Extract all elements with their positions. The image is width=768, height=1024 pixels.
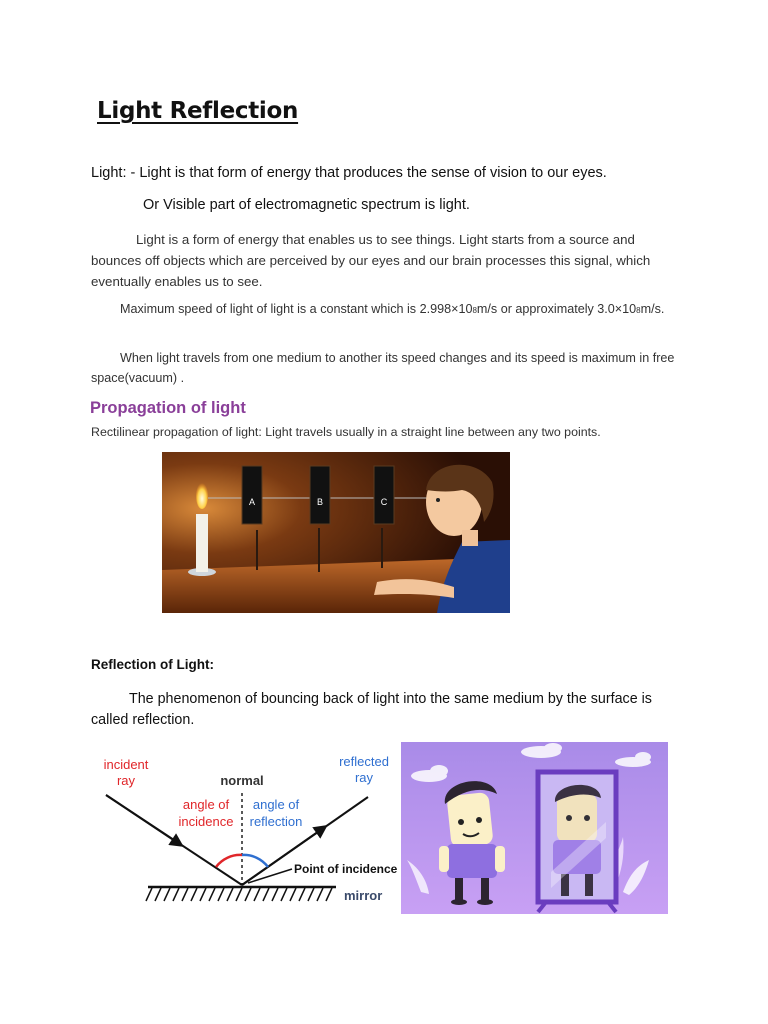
angle-incidence-label-2: incidence [178, 814, 234, 829]
speed-paragraph [91, 299, 681, 321]
reflected-label-1: reflected [339, 754, 389, 769]
incident-label-2: ray [116, 773, 136, 788]
candle-flame [196, 483, 208, 509]
angle-incidence-label-1: angle of [182, 797, 230, 812]
angle-reflection-label-2: reflection [249, 814, 303, 829]
reflection-text: The phenomenon of bouncing back of light into the same medium by the surface is called reflection. [91, 691, 652, 728]
angle-reflection-label-1: angle of [252, 797, 300, 812]
screen-label-c: C [380, 497, 388, 507]
speed-exponent-2: 8 [636, 306, 641, 315]
definition-paragraph: Light: - Light is that form of energy that produces the sense of vision to our eyes. [91, 165, 607, 181]
reflection-diagram [98, 745, 398, 910]
mirror-hatching [146, 888, 332, 901]
candle [196, 514, 208, 572]
mirror-reflection-illustration [401, 742, 668, 914]
incidence-arc [216, 855, 242, 867]
reflection-heading: Reflection of Light: [91, 657, 214, 672]
screen-label-b: B [316, 497, 324, 507]
mirror-label: mirror [344, 888, 383, 903]
speed-text-post: m/s. [640, 302, 665, 316]
incident-label-1: incident [103, 757, 149, 772]
screen-label-a: A [248, 497, 256, 507]
speed-text-pre: Maximum speed of light of light is a constant which is 2.998×10 [120, 302, 473, 316]
point-of-incidence-label: Point of incidence [294, 862, 398, 876]
page-title: Light Reflection [97, 98, 299, 124]
description-paragraph: Light is a form of energy that enables us to see things. Light starts from a source and bounces off objects which are perceived by our eyes and our brain processes this signal, which eventually enables us to see. [91, 232, 651, 289]
normal-label: normal [220, 773, 264, 788]
reflected-label-2: ray [354, 770, 374, 785]
medium-paragraph: When light travels from one medium to another its speed changes and its speed is maximum in free space(vacuum) . [91, 351, 675, 385]
reflection-arc [242, 855, 268, 867]
propagation-heading: Propagation of light [90, 399, 246, 417]
speed-exponent-1: 8 [472, 306, 477, 315]
propagation-text: Rectilinear propagation of light: Light travels usually in a straight line between any two points. [91, 425, 601, 439]
rectilinear-propagation-image [162, 452, 510, 613]
alternate-definition: Or Visible part of electromagnetic spectrum is light. [143, 197, 470, 213]
speed-text-mid: m/s or approximately 3.0×10 [476, 302, 637, 316]
